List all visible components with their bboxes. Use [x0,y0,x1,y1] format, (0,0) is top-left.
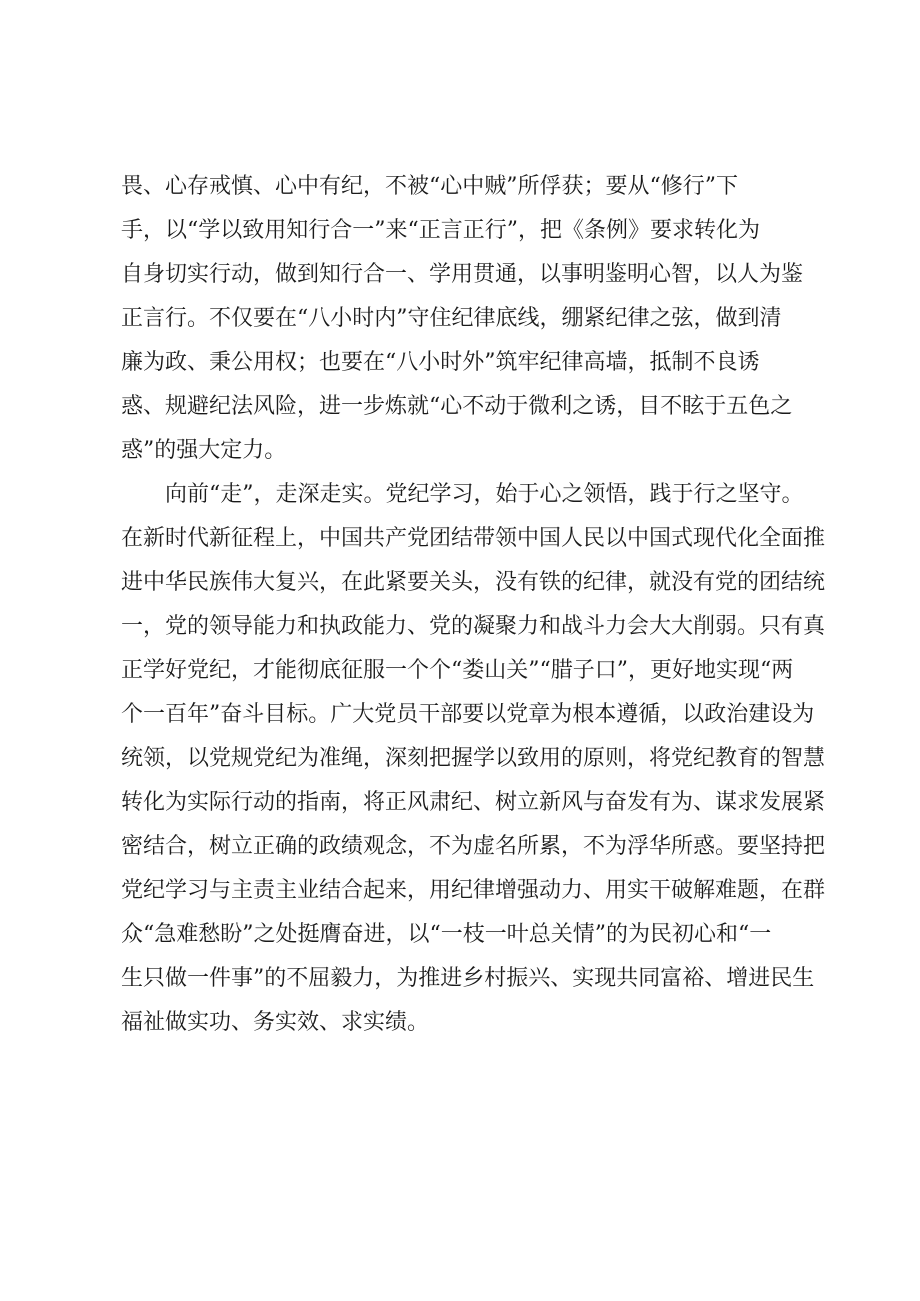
paragraph-2-line-12: 生只做一件事”的不屈毅力，为推进乡村振兴、实现共同富裕、增进民生 [121,966,815,991]
paragraph-2-line-4: 一，党的领导能力和执政能力、党的凝聚力和战斗力会大大削弱。只有真 [121,614,826,639]
paragraph-1-line-1: 畏、心存戒慎、心中有纪，不被“心中贼”所俘获；要从“修行”下 [121,174,738,199]
paragraph-2-line-6: 个一百年”奋斗目标。广大党员干部要以党章为根本遵循，以政治建设为 [121,702,815,727]
paragraph-2-line-13: 福祉做实功、务实效、求实绩。 [121,1010,430,1035]
paragraph-2-line-11: 众“急难愁盼”之处挺膺奋进，以“一枝一叶总关情”的为民初心和“一 [121,922,772,947]
paragraph-1-line-7: 惑”的强大定力。 [121,438,287,463]
paragraph-1 [121,165,811,473]
paragraph-1-line-3: 自身切实行动，做到知行合一、学用贯通，以事明鉴明心智，以人为鉴 [121,262,804,287]
paragraph-2-line-5: 正学好党纪，才能彻底征服一个个“娄山关”“腊子口”，更好地实现“两 [121,658,794,683]
paragraph-2-line-2: 在新时代新征程上，中国共产党团结带领中国人民以中国式现代化全面推 [121,526,826,551]
paragraph-2-line-9: 密结合，树立正确的政绩观念，不为虚名所累，不为浮华所惑。要坚持把 [121,834,826,859]
paragraph-2-line-10: 党纪学习与主责主业结合起来，用纪律增强动力、用实干破解难题，在群 [121,878,826,903]
paragraph-2-line-7: 统领，以党规党纪为准绳，深刻把握学以致用的原则，将党纪教育的智慧 [121,746,826,771]
paragraph-2-line-1: 向前“走”，走深走实。党纪学习，始于心之领悟，践于行之坚守。 [165,482,804,507]
paragraph-1-line-5: 廉为政、秉公用权；也要在“八小时外”筑牢纪律高墙，抵制不良诱 [121,350,760,375]
paragraph-1-line-4: 正言行。不仅要在“八小时内”守住纪律底线，绷紧纪律之弦，做到清 [121,306,782,331]
paragraph-1-line-2: 手，以“学以致用知行合一”来“正言正行”，把《条例》要求转化为 [121,218,760,243]
paragraph-2-line-3: 进中华民族伟大复兴，在此紧要关头，没有铁的纪律，就没有党的团结统 [121,570,826,595]
paragraph-1-line-6: 惑、规避纪法风险，进一步炼就“心不动于微利之诱，目不眩于五色之 [121,394,793,419]
paragraph-2 [121,473,826,1045]
paragraph-2-line-8: 转化为实际行动的指南，将正风肃纪、树立新风与奋发有为、谋求发展紧 [121,790,826,815]
